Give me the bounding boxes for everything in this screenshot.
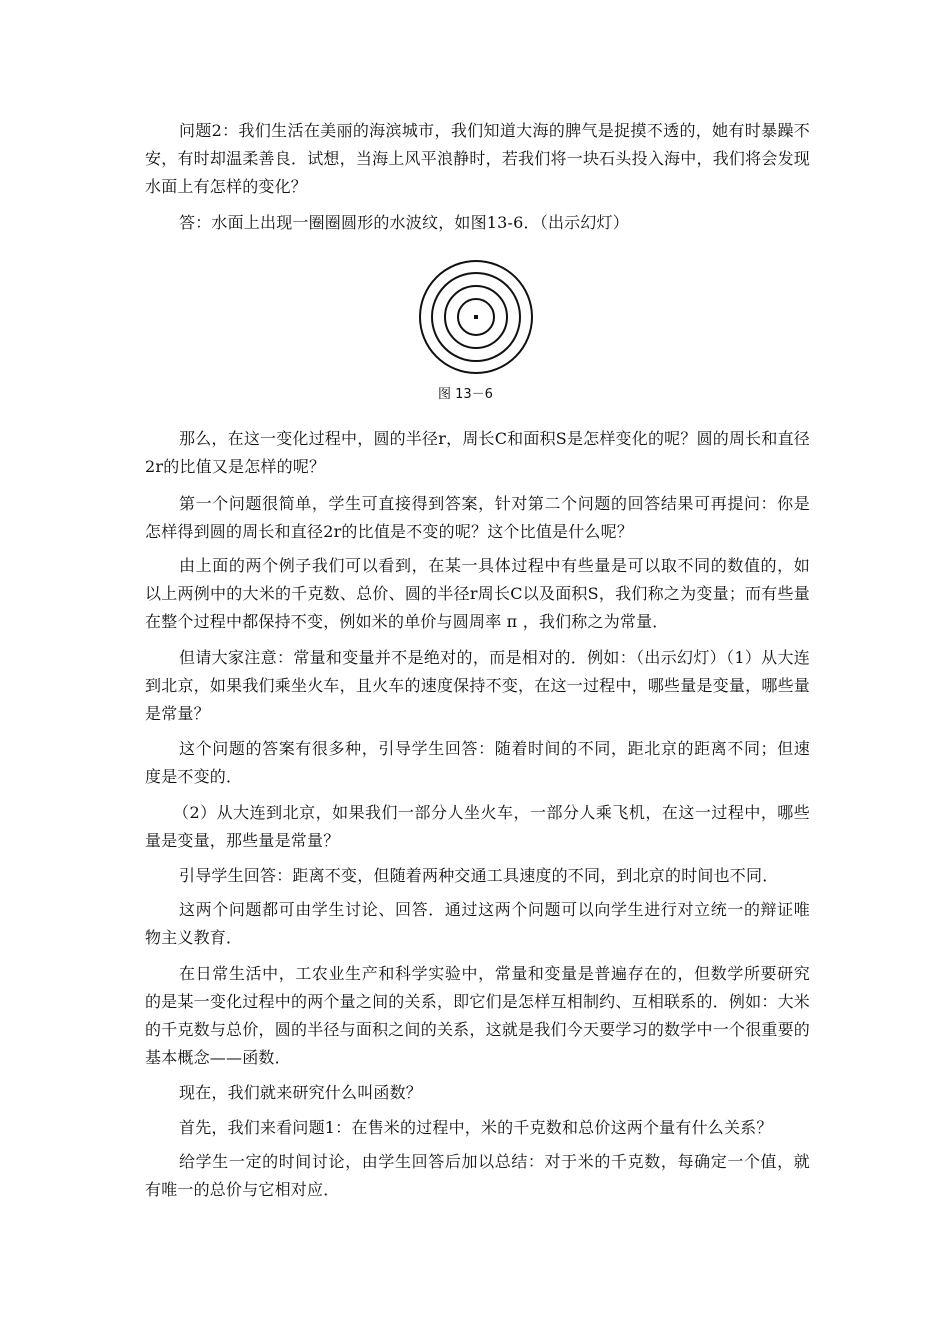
paragraph-question-2: 问题2：我们生活在美丽的海滨城市，我们知道大海的脾气是捉摸不透的，她有时暴躁不安，有时却温柔善良．试想，当海上风平浪静时，若我们将一块石头投入海中，我们将会发现水面上有怎样的变化？ <box>145 121 810 196</box>
paragraph-first-question: 第一个问题很简单，学生可直接得到答案，针对第二个问题的回答结果可再提问：你是怎样得到圆的周长和直径2r的比值是不变的呢？这个比值是什么呢？ <box>145 494 810 541</box>
figure-13-6 <box>416 255 536 380</box>
paragraph-question-1-review: 首先，我们来看问题1：在售米的过程中，米的千克数和总价这两个量有什么关系？ <box>179 1118 773 1137</box>
paragraph-discussion: 这两个问题都可由学生讨论、回答．通过这两个问题可以向学生进行对立统一的辩证唯物主义教育． <box>145 900 810 947</box>
paragraph-example-2: （2）从大连到北京，如果我们一部分人坐火车，一部分人乘飞机，在这一过程中，哪些量是变量，那些量是常量？ <box>145 803 810 850</box>
concentric-circles-icon <box>416 255 536 380</box>
paragraph-answer-2: 答：水面上出现一圈圈圆形的水波纹，如图13-6．（出示幻灯） <box>179 213 629 232</box>
paragraph-answer-example-2: 引导学生回答：距离不变，但随着两种交通工具速度的不同，到北京的时间也不同． <box>179 866 779 885</box>
figure-caption: 图 13－6 <box>438 387 493 402</box>
paragraph-what-is-function: 现在，我们就来研究什么叫函数？ <box>179 1083 423 1102</box>
paragraph-circle-question: 那么，在这一变化过程中，圆的半径r，周长C和面积S是怎样变化的呢？圆的周长和直径2r的比值又是怎样的呢？ <box>145 429 810 476</box>
paragraph-summary: 给学生一定的时间讨论，由学生回答后加以总结：对于米的千克数，每确定一个值，就有唯一的总价与它相对应． <box>145 1152 810 1199</box>
paragraph-relative-example-1: 但请大家注意：常量和变量并不是绝对的，而是相对的．例如：（出示幻灯）（1）从大连到北京，如果我们乘坐火车，且火车的速度保持不变，在这一过程中，哪些量是变量，哪些量是常量？ <box>145 648 810 723</box>
paragraph-function-concept: 在日常生活中，工农业生产和科学实验中，常量和变量是普遍存在的，但数学所要研究的是某一变化过程中的两个量之间的关系，即它们是怎样互相制约、互相联系的．例如：大米的千克数与总价，圆的半径与面积之间的关系，这就是我们今天要学习的数学中一个很重要的基本概念——函数． <box>145 964 810 1067</box>
paragraph-answer-example-1: 这个问题的答案有很多种，引导学生回答：随着时间的不同，距北京的距离不同；但速度是不变的． <box>145 739 810 786</box>
paragraph-variables-constants: 由上面的两个例子我们可以看到，在某一具体过程中有些量是可以取不同的数值的，如以上两例中的大米的千克数、总价、圆的半径r周长C以及面积S，我们称之为变量；而有些量在整个过程中都保持不变，例如米的单价与圆周率 π ，我们称之为常量． <box>145 556 810 631</box>
